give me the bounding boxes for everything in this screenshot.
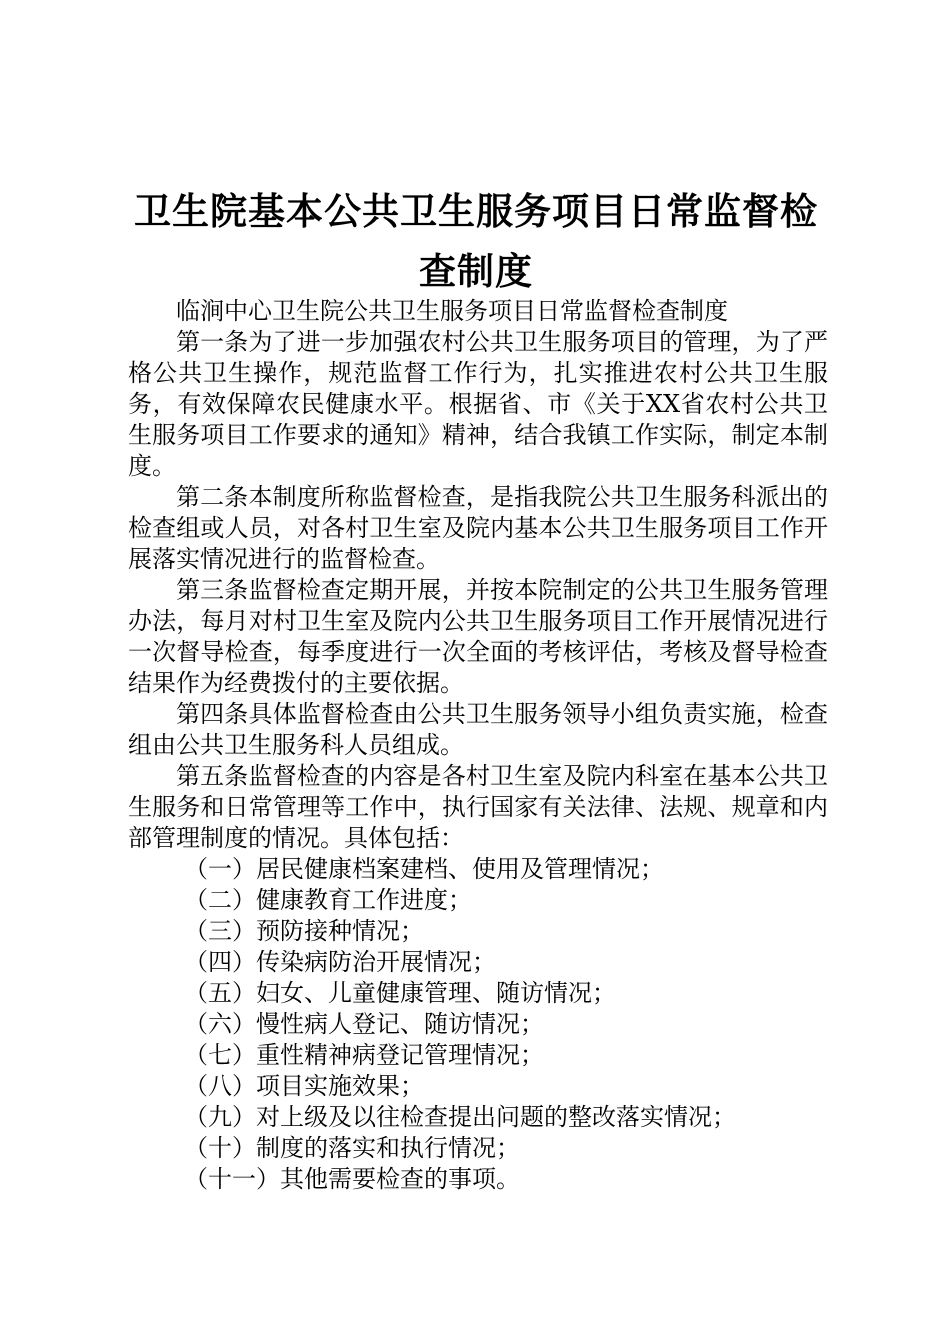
list-item: （三）预防接种情况； [184, 917, 424, 945]
list-item: （一）居民健康档案建档、使用及管理情况； [184, 855, 664, 883]
list-item: （八）项目实施效果； [184, 1072, 424, 1100]
document-title: 卫生院基本公共卫生服务项目日常监督检查制度 [134, 190, 818, 293]
article-2: 第二条本制度所称监督检查，是指我院公共卫生服务科派出的检查组或人员，对各村卫生室及院内基本公共卫生服务项目工作开展落实情况进行的监督检查。 [128, 483, 828, 573]
list-item: （九）对上级及以往检查提出问题的整改落实情况； [184, 1103, 736, 1131]
article-1: 第一条为了进一步加强农村公共卫生服务项目的管理，为了严格公共卫生操作，规范监督工作行为，扎实推进农村公共卫生服务，有效保障农民健康水平。根据省、市《关于XX省农村公共卫生服务项目工作要求的通知》精神，结合我镇工作实际，制定本制度。 [128, 328, 828, 480]
list-item: （六）慢性病人登记、随访情况； [184, 1010, 544, 1038]
list-item: （十一）其他需要检查的事项。 [184, 1165, 520, 1193]
article-3: 第三条监督检查定期开展，并按本院制定的公共卫生服务管理办法，每月对村卫生室及院内公共卫生服务项目工作开展情况进行一次督导检查，每季度进行一次全面的考核评估，考核及督导检查结果作为经费拨付的主要依据。 [128, 576, 828, 697]
list-item: （五）妇女、儿童健康管理、随访情况； [184, 979, 616, 1007]
article-4: 第四条具体监督检查由公共卫生服务领导小组负责实施，检查组由公共卫生服务科人员组成。 [128, 700, 828, 759]
list-item: （十）制度的落实和执行情况； [184, 1134, 520, 1162]
list-item: （四）传染病防治开展情况； [184, 948, 496, 976]
article-5: 第五条监督检查的内容是各村卫生室及院内科室在基本公共卫生服务和日常管理等工作中，执行国家有关法律、法规、规章和内部管理制度的情况。具体包括： [128, 762, 828, 852]
list-item: （二）健康教育工作进度； [184, 886, 472, 914]
document-subtitle: 临涧中心卫生院公共卫生服务项目日常监督检查制度 [176, 297, 728, 325]
list-item: （七）重性精神病登记管理情况； [184, 1041, 544, 1069]
document-body [128, 296, 828, 1195]
